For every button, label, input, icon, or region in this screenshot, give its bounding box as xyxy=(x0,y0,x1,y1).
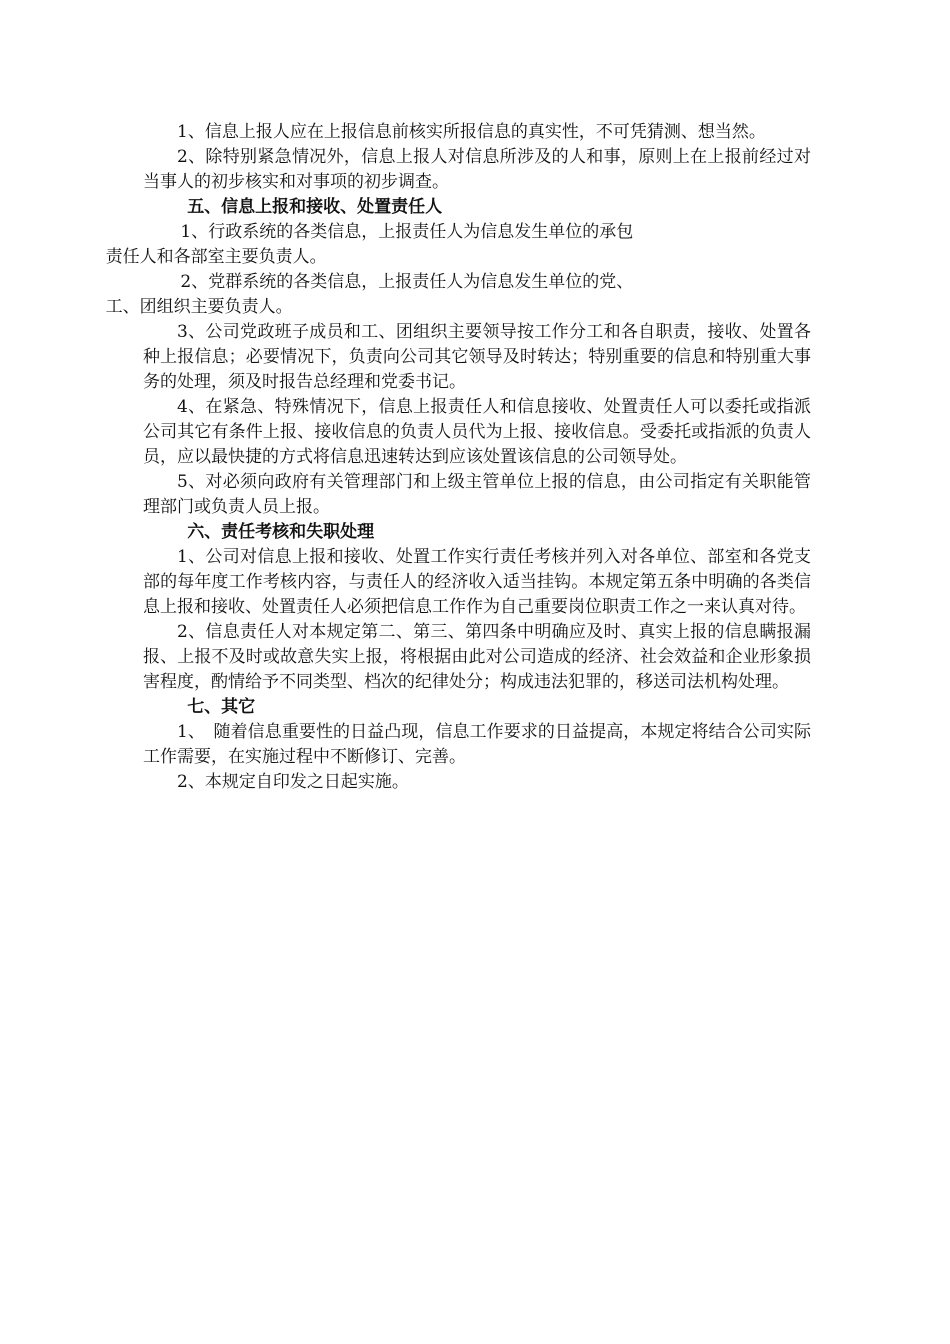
paragraph-5-2-line1: 2、党群系统的各类信息，上报责任人为信息发生单位的党、 xyxy=(180,272,634,292)
paragraph-5-3: 3、公司党政班子成员和工、团组织主要领导按工作分工和各自职责，接收、处置各种上报信息；必要情况下，负责向公司其它领导及时转达；特别重要的信息和特别重大事务的处理，须及时报告总经理和党委书记。 xyxy=(143,322,811,392)
paragraph-7-1: 1、 随着信息重要性的日益凸现，信息工作要求的日益提高，本规定将结合公司实际工作需要，在实施过程中不断修订、完善。 xyxy=(143,722,811,767)
paragraph-6-1: 1、公司对信息上报和接收、处置工作实行责任考核并列入对各单位、部室和各党支部的每年度工作考核内容，与责任人的经济收入适当挂钩。本规定第五条中明确的各类信息上报和接收、处置责任人必须把信息工作作为自己重要岗位职责工作之一来认真对待。 xyxy=(143,547,811,617)
paragraph-7-2: 2、本规定自印发之日起实施。 xyxy=(177,772,409,792)
paragraph-1-1: 1、信息上报人应在上报信息前核实所报信息的真实性，不可凭猜测、想当然。 xyxy=(177,122,766,142)
paragraph-5-2 xyxy=(105,270,811,320)
paragraph-5-4: 4、在紧急、特殊情况下，信息上报责任人和信息接收、处置责任人可以委托或指派公司其它有条件上报、接收信息的负责人员代为上报、接收信息。受委托或指派的负责人员，应以最快捷的方式将信息迅速转达到应该处置该信息的公司领导处。 xyxy=(143,397,811,467)
section-heading-7: 七、其它 xyxy=(187,697,256,717)
paragraph-6-2: 2、信息责任人对本规定第二、第三、第四条中明确应及时、真实上报的信息瞒报漏报、上报不及时或故意失实上报，将根据由此对公司造成的经济、社会效益和企业形象损害程度，酌情给予不同类型、档次的纪律处分；构成违法犯罪的，移送司法机构处理。 xyxy=(143,622,811,692)
section-heading-5: 五、信息上报和接收、处置责任人 xyxy=(187,197,443,217)
paragraph-5-2-line2: 工、团组织主要负责人。 xyxy=(105,297,293,317)
paragraph-5-1-line2: 责任人和各部室主要负责人。 xyxy=(105,247,327,267)
document-body xyxy=(105,120,811,795)
paragraph-5-1 xyxy=(105,220,811,270)
paragraph-5-1-line1: 1、行政系统的各类信息，上报责任人为信息发生单位的承包 xyxy=(180,222,634,242)
section-heading-6: 六、责任考核和失职处理 xyxy=(187,522,375,542)
paragraph-1-2: 2、除特别紧急情况外，信息上报人对信息所涉及的人和事，原则上在上报前经过对当事人的初步核实和对事项的初步调查。 xyxy=(143,147,811,192)
paragraph-5-5: 5、对必须向政府有关管理部门和上级主管单位上报的信息，由公司指定有关职能管理部门或负责人员上报。 xyxy=(143,472,811,517)
